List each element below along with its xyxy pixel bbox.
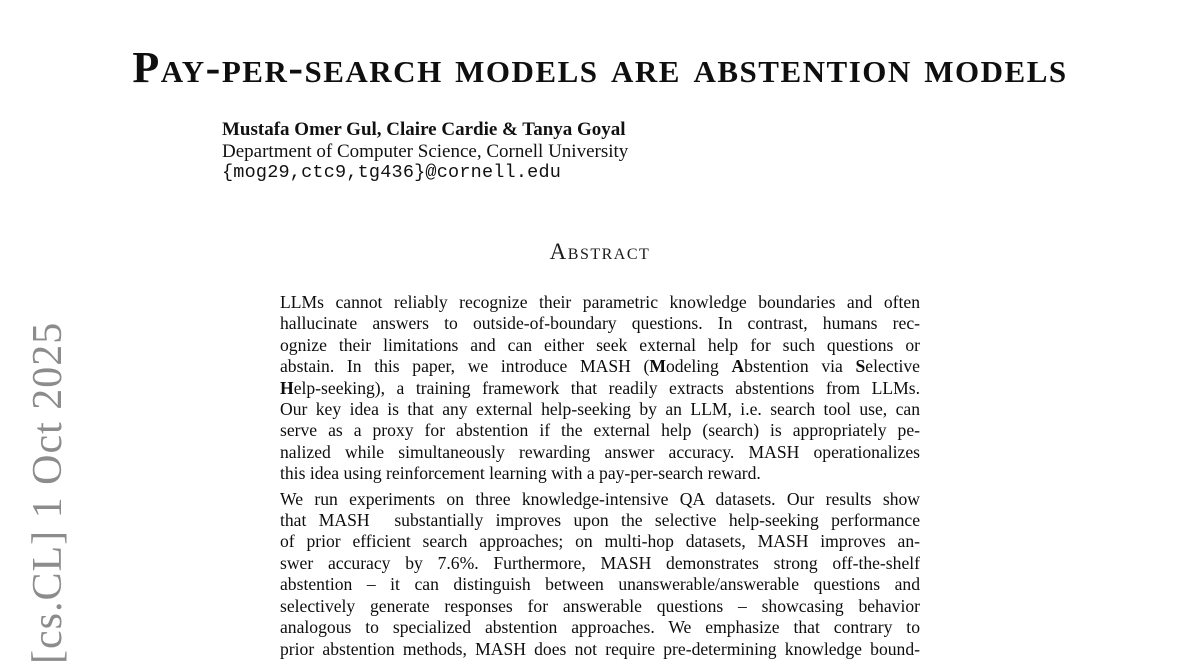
abstract-line: LLMs cannot reliably recognize their parametric knowledge boundaries and often	[280, 292, 920, 312]
abstract-heading: Abstract	[549, 239, 651, 264]
abstract-line: hallucinate answers to outside-of-boundary questions. In contrast, humans rec-	[280, 313, 920, 334]
abstract-line: Help-seeking), a training framework that readily extracts abstentions from LLMs.	[280, 377, 920, 398]
author-affiliation: Department of Computer Science, Cornell University	[222, 140, 629, 162]
abstract-line: serve as a proxy for abstention if the external help (search) is appropriately pe-	[280, 420, 920, 441]
abstract-line: swer accuracy by 7.6%. Furthermore, MASH demonstrates strong off-the-shelf	[280, 552, 920, 573]
authors-block	[222, 119, 628, 184]
abstract-line: We run experiments on three knowledge-intensive QA datasets. Our results show	[280, 488, 920, 509]
abstract-line: Our key idea is that any external help-seeking by an LLM, i.e. search tool use, can	[280, 399, 920, 420]
author-names: Mustafa Omer Gul, Claire Cardie & Tanya Goyal	[222, 119, 626, 140]
author-emails: {mog29,ctc9,tg436}@cornell.edu	[222, 162, 562, 183]
arxiv-stamp: [cs.CL] 1 Oct 2025	[25, 321, 71, 664]
abstract-line: that MASH substantially improves upon the selective help-seeking performance	[280, 510, 920, 531]
abstract-line: this idea using reinforcement learning with a pay-per-search reward.	[280, 463, 761, 484]
abstract-paragraph	[280, 292, 920, 485]
abstract-paragraphs	[280, 292, 920, 660]
abstract-line: prior abstention methods, MASH does not require pre-determining knowledge bound-	[280, 638, 920, 659]
abstract-line: ognize their limitations and can either seek external help for such questions or	[280, 334, 920, 355]
abstract-paragraph	[280, 489, 920, 660]
paper-title: Pay-per-search models are abstention models	[132, 43, 1068, 92]
abstract-line: abstention – it can distinguish between unanswerable/answerable questions and	[280, 574, 920, 595]
abstract-line: abstain. In this paper, we introduce MASH (Modeling Abstention via Selective	[280, 356, 920, 377]
abstract-line: of prior efficient search approaches; on multi-hop datasets, MASH improves an-	[280, 531, 920, 552]
abstract-line: nalized while simultaneously rewarding answer accuracy. MASH operationalizes	[280, 441, 920, 462]
abstract-line: selectively generate responses for answerable questions – showcasing behavior	[280, 595, 920, 616]
abstract-line: analogous to specialized abstention approaches. We emphasize that contrary to	[280, 617, 920, 638]
